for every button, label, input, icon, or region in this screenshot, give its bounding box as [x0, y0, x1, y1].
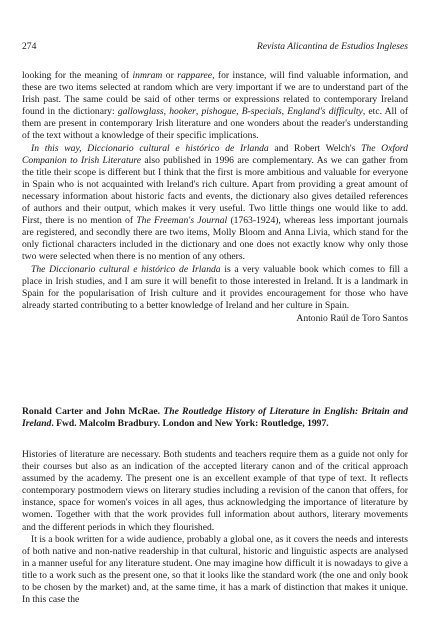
review-body: [22, 449, 408, 606]
book-title: The Routledge History of Literature in English: Britain and Ireland: [22, 406, 408, 430]
page-header: [22, 41, 408, 55]
page-number: 274: [22, 41, 37, 52]
paragraph: The Diccionario cultural e histórico de Irlanda is a very valuable book which comes to fill a place in Irish studies, and I am sure it will benefit to those interested in Ireland. It is a landmark in Spain for the popularisation of Irish culture and it provides encouragement for those who have already started contributing to a better knowledge of Ireland and her culture in Spain.: [22, 263, 408, 311]
paragraph: looking for the meaning of inmram or rapparee, for instance, will find valuable information, and these are two items selected at random which are very important if we are to understand part of the Irish past. The same could be said of other terms or expressions related to contemporary Ireland found in the dictionary: gallowglass, hooker, pishogue, B-specials, England's difficulty, etc. All of them are present in contemporary Irish literature and one wonders about the reader's understanding of the text without a knowledge of their specific implications.: [22, 70, 409, 142]
paragraph: In this way, Diccionario cultural e histórico de Irlanda and Robert Welch's The Oxford Companion to Irish Literature also published in 1996 are complementary. As we can gather from the title their scope is different but I think that the first is more ambitious and valuable for everyone in Spain who is not acquainted with Ireland's rich culture. Apart from providing a great amount of necessary information about historic facts and events, the dictionary also gives detailed references of authors and their output, which makes it very useful. Two little things one would like to add. First, there is no mention of The Freeman's Journal (1763-1924), whereas less important journals are registered, and secondly there are two items, Molly Bloom and Anna Livia, which stand for the only fictional characters included in the dictionary and one does not exactly know why only those two were selected when there is no mention of any others.: [22, 142, 409, 263]
review-body-previous: [22, 70, 408, 325]
reviewer-signature: Antonio Raúl de Toro Santos: [296, 312, 408, 324]
paragraph: It is a book written for a wide audience, probably a global one, as it covers the needs and interests of both native and non-native readership in that cultural, historic and linguistic aspects are analysed in a manner useful for any literature student. One may imagine how difficult it is nowadays to give a title to a work such as the present one, so that it looks like the standard work (the one and only book to be chosen by the market) and, at the same time, it has a mark of distinction that makes it unique. In this case the: [22, 533, 408, 606]
running-head: Revista Alicantina de Estudios Ingleses: [256, 41, 408, 52]
review-heading: Ronald Carter and John McRae. The Routledge History of Literature in English: Britain and Ireland. Fwd. Malcolm Bradbury. London and New York: Routledge, 1997.: [22, 406, 408, 430]
paragraph: Histories of literature are necessary. Both students and teachers require them as a guide not only for their courses but also as an indication of the accepted literary canon and of the critical approach assumed by the academy. The present one is an excellent example of that type of text. It reflects contemporary postmodern views on literary studies including a revision of the canon that offers, for instance, space for women's voices in all ages, thus acknowledging the importance of literature by women. Together with that the work provides full information about authors, literary movements and the different periods in which they flourished.: [22, 449, 408, 533]
